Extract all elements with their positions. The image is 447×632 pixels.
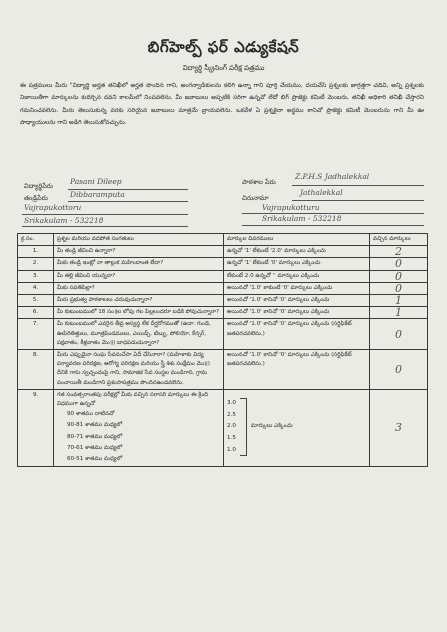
row-criteria: అయినచో '1.0' కానిచో '0' మార్కులు ఎక్కించు [224,295,370,307]
row-criteria: అయినచో '1.0' కాకుంటే '0' మార్కులు ఎక్కించు [224,282,370,294]
row-number: 5. [18,295,54,307]
table-row [18,350,428,390]
row-question: మీ తల్లి జీవించి యున్నదా? [54,270,224,282]
scale-value: 2.5 [227,411,236,418]
scale-value: 2.0 [227,423,236,430]
district-value-right: Srikakulam - 532218 [262,214,342,223]
father-name-value: Dibbaramputa [70,190,125,199]
row-mark: 3 [370,389,428,466]
form-title: బిగ్‌హెల్ప్ ఫర్ ఎడ్యుకేషన్ [147,38,300,56]
header-serial: క్ర.సం. [18,234,54,246]
row-mark: 0 [370,270,428,282]
row-number: 8. [18,350,54,390]
row-question: మీకు సవతిపిల్లా? [54,282,224,294]
row-criteria [224,389,370,466]
table-row [18,246,428,258]
row-criteria: ఉన్నచో '1' లేకుంటే '2.0' మార్కులు ఎక్కించు [224,246,370,258]
row-mark: 1 [370,307,428,319]
grade-item: 80-71 శాతము మధ్యలో [67,433,123,440]
row-question-grades [54,389,224,466]
underline [22,214,188,215]
grades-intro: గత సంవత్సరాంతపు పరీక్షల్లో మీకు వచ్చిన సరాసరి మార్కులు ఈ క్రింది విధముగా ఉన్నచో [57,391,209,408]
table-row [18,319,428,350]
header-question: ప్రశ్నల మరియు వదపోత సంగతులు [54,234,224,246]
table-row [18,282,428,294]
header-marks: వచ్చిన మార్కులు [370,234,428,246]
village-value-left: Vajrapukottoru [24,203,82,212]
table-row [18,307,428,319]
row-criteria: లేకుంటే 2.0 ఉన్నచో '' మార్కులు ఎక్కించు [224,270,370,282]
row-question: మీ కుటుంబములో 18 సం॥ల లోపు గల పిల్లలందరూ బడికి పోవుచున్నారా? [54,307,224,319]
brace-icon [240,398,247,456]
form-subtitle: విద్యార్థి స్క్రీనింగ్ పరీక్ష పత్రము [182,64,265,72]
address-label: చిరునామా [242,194,269,202]
row-question: మీ తండ్రి జీవించి ఉన్నారా? [54,246,224,258]
table-row [18,270,428,282]
table-row [18,258,428,270]
address-value: Jathalekkal [300,188,343,197]
grade-list [57,409,220,465]
grade-item: 90-81 శాతము మధ్యలో [67,422,123,429]
father-name-label: తండ్రిపేరు [24,194,48,202]
row-criteria: అయినచో '1.0' కానిచో '0' మార్కులు ఎక్కించు (సర్టిఫికేట్ జతపరచవలెను.) [224,350,370,390]
scale-criteria: మార్కులు ఎక్కించు [250,423,293,430]
scale-values [227,399,236,455]
grade-item: 60-51 శాతము మధ్యలో [67,456,123,463]
row-question: మీరు ఎప్పుడైనా సంఘ సేవనుచేసా ఏదీ చేసినారా? (మహిళాకు విద్య పర్యావరణ పరిరక్షణ, ఆరోగ్య పరిరక్షణ మరియు స్త్రీ శిశు సంక్షేమం మొ॥) దీనికి గాను స్వచ్ఛందంపై గాని, సామాజిక సేవ సంస్థల మండిగాని, గ్రామ పంచాయితీ మండిగాని ప్రశంసాపత్రము పొందినఉండవలెను. [54,350,224,390]
grade-scale [227,395,366,459]
student-name-label: విద్యార్థిపేరు [24,182,53,190]
underline [68,201,188,202]
school-name-label: పాఠశాల పేరు [242,178,276,186]
table-header-row [18,234,428,246]
row-mark: 1 [370,295,428,307]
row-criteria: అయినచో '1.0' కానిచో '0' మార్కులు ఎక్కించు [224,307,370,319]
scale-value: 3.0 [227,399,236,406]
underline [242,225,424,226]
row-criteria: ఉన్నచో '1' లేకుంటే '0' మార్కులు ఎక్కించు [224,258,370,270]
school-name-value: Z.P.H.S Jadhalekkal [295,172,370,181]
scale-value: 1.0 [227,446,236,453]
row-number: 7. [18,319,54,350]
row-number: 9. [18,389,54,466]
row-mark: 0 [370,319,428,350]
grade-item: 70-61 శాతము మధ్యలో [67,444,123,451]
student-name-value: Pasani Dileep [70,177,122,186]
underline [292,185,424,186]
district-value-left: Srikakulam - 532218 [24,216,104,225]
village-value-right: Vajrapukotturu [262,203,320,212]
header-criteria: మార్కుల వివరములు [224,234,370,246]
row-question: మీకు తండ్రి ఇంట్లో నా తాల్లుక మహిందాంత లేదా? [54,258,224,270]
row-number: 4. [18,282,54,294]
row-number: 3. [18,270,54,282]
underline [292,200,424,201]
row-question: మీ కుటుంబములో ఎవరైన తీవ్ర అస్వస్థ లేక దీర్ఘరోగముతో (ఉదా: గుండె, ఊపిరితిత్తులు, మూత్రపిండములు, ఎయిడ్స్, టిబ్బు, పోలియో, కేన్సర్, పక్షవాతం, కీళ్లవాతం మొ॥) బాధపడుచున్నారా? [54,319,224,350]
row-question: మీరు ప్రభుత్వ పాఠశాలలు చదువుచున్నారా? [54,295,224,307]
row-number: 2. [18,258,54,270]
row-number: 6. [18,307,54,319]
row-number: 1. [18,246,54,258]
row-mark: 0 [370,350,428,390]
row-mark: 0 [370,258,428,270]
table-row [18,389,428,466]
screening-table [17,233,428,467]
row-criteria: అయినచో '1.0' కానిచో '0' మార్కులు ఎక్కించు (సర్టిఫికేట్ జతపరచవలెను.) [224,319,370,350]
scale-value: 1.5 [227,434,236,441]
row-mark: 0 [370,282,428,294]
underline [22,226,188,227]
table-row [18,295,428,307]
instructions-paragraph: ఈ పత్రములు మీరు "విద్యార్థి అర్హత తనిఖీలో అర్హత పొందిన గాని, అంగన్వాడికులను కలిగి ఉన్నా గాని పూర్తి చేయము, దయచేసి ప్రశ్నలకు జాగ్రత్తగా చదివి, అన్ని ప్రశ్నలకు నిజాయితీగా మార్కులను కుదిర్చిన దవని కాలమ్‌లో నింపవలెను. మీ జవాబులు అప్పటికి సరిగా ఉన్నవో లేదో బిగ్ ప్రాజెక్టు కమిటీ మెంబరు, తనిఖీ అధికారి తనిఖీ చేస్తారని గమనించవలెను. మీరు తెలుసుకున్న వరకు సరియైన జవాబులు మాత్రమే వ్రాయవలెను. ఒకవేళ ఏ ప్రశ్నకైనా అర్థము కానిచో ప్రాజెక్టు కమిటీ మెంబరును గాని మీ ఊ పాధ్యాయులను గాని అడిగి తెలుసుకోవచ్చును. [20,82,424,127]
row-mark: 2 [370,246,428,258]
grade-item: 90 శాతము దాటినచో [67,411,115,418]
